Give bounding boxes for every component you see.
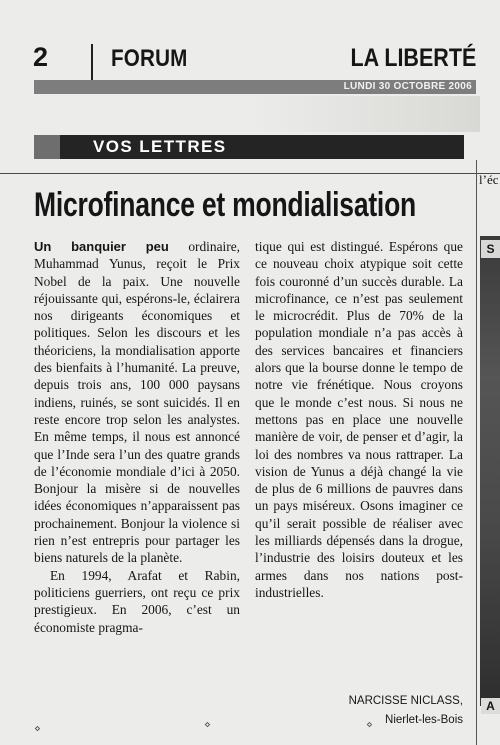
section-title: FORUM — [111, 45, 188, 72]
article-headline: Microfinance et mondialisation — [34, 186, 417, 224]
paragraph-1 — [34, 238, 240, 567]
article-column-right — [255, 238, 463, 601]
signature — [255, 692, 463, 730]
article-column-left — [34, 238, 240, 636]
author-name: NARCISSE NICLASS, — [348, 695, 463, 707]
rubric-tab — [34, 135, 60, 159]
horizontal-rule — [0, 173, 500, 174]
paragraph-2: En 1994, Arafat et Rabin, politiciens guerriers, ont reçu ce prix prestigieux. En 2006, c’est un économiste pragma- — [34, 567, 240, 635]
adjacent-photo-box — [480, 236, 500, 706]
rubric-label: VOS LETTRES — [93, 137, 227, 156]
adjacent-text-fragment: l’éc — [479, 172, 499, 187]
scan-mark-icon: ⋄ — [34, 723, 41, 735]
page-number: 2 — [33, 42, 49, 72]
bleed-through-area — [250, 96, 480, 132]
scan-mark-icon: ⋄ — [366, 719, 373, 731]
column-divider — [476, 160, 477, 745]
paragraph-3: tique qui est distingué. Espérons que ce nouveau choix atypique soit cette fois couronné d’un succès durable. La microfinance, ce n’est pas seulement le microcrédit. Plus de 70% de la population mondiale n’a pas accès à des services bancaires et financiers alors que la bourse donne le tempo de notre vie frénétique. Nous croyons que le monde c’est nous. Si nous ne mettons pas en place une nouvelle manière de voir, de penser et d’agir, la loi des nombres va nous rattraper. La vision de Yunus a déjà changé la vie de plus de 6 millions de pauvres dans un pays miséreux. Osons imaginer ce qu’il serait possible de réaliser avec les milliards dépensés dans la drogue, l’industrie des loisirs douteux et les armes dans nos nations post-industrielles. — [255, 239, 463, 600]
scan-mark-icon: ⋄ — [204, 719, 211, 731]
lead-in: Un banquier peu — [34, 239, 169, 254]
newspaper-name: LA LIBERTÉ — [350, 44, 476, 72]
issue-date: LUNDI 30 OCTOBRE 2006 — [343, 81, 472, 92]
paragraph-1-text: ordinaire, Muhammad Yunus, reçoit le Prix Nobel de la paix. Une nouvelle réjouissante qui, espérons-le, éclairera nos dirigeants économiques et politiques. Selon les discours et les théoriciens, la mondialisation apporte des bienfaits à l’humanité. La preuve, depuis trois ans, 100 000 paysans indiens, ruinés, se sont suicidés. Il en reste encore trop selon les analystes. En même temps, il nous est annoncé que l’Inde sera l’un des quatre grands de l’économie mondiale d’ici à 2050. Bonjour la misère si de nouvelles idées économiques n’apparaissent pas prochainement. Bonjour la violence si rien n’est entrepris pour partager les biens naturels de la planète. — [34, 239, 241, 566]
adjacent-box-title: S — [481, 240, 500, 258]
adjacent-box-footer: A — [481, 698, 500, 714]
author-location: Nierlet-les-Bois — [385, 714, 463, 726]
